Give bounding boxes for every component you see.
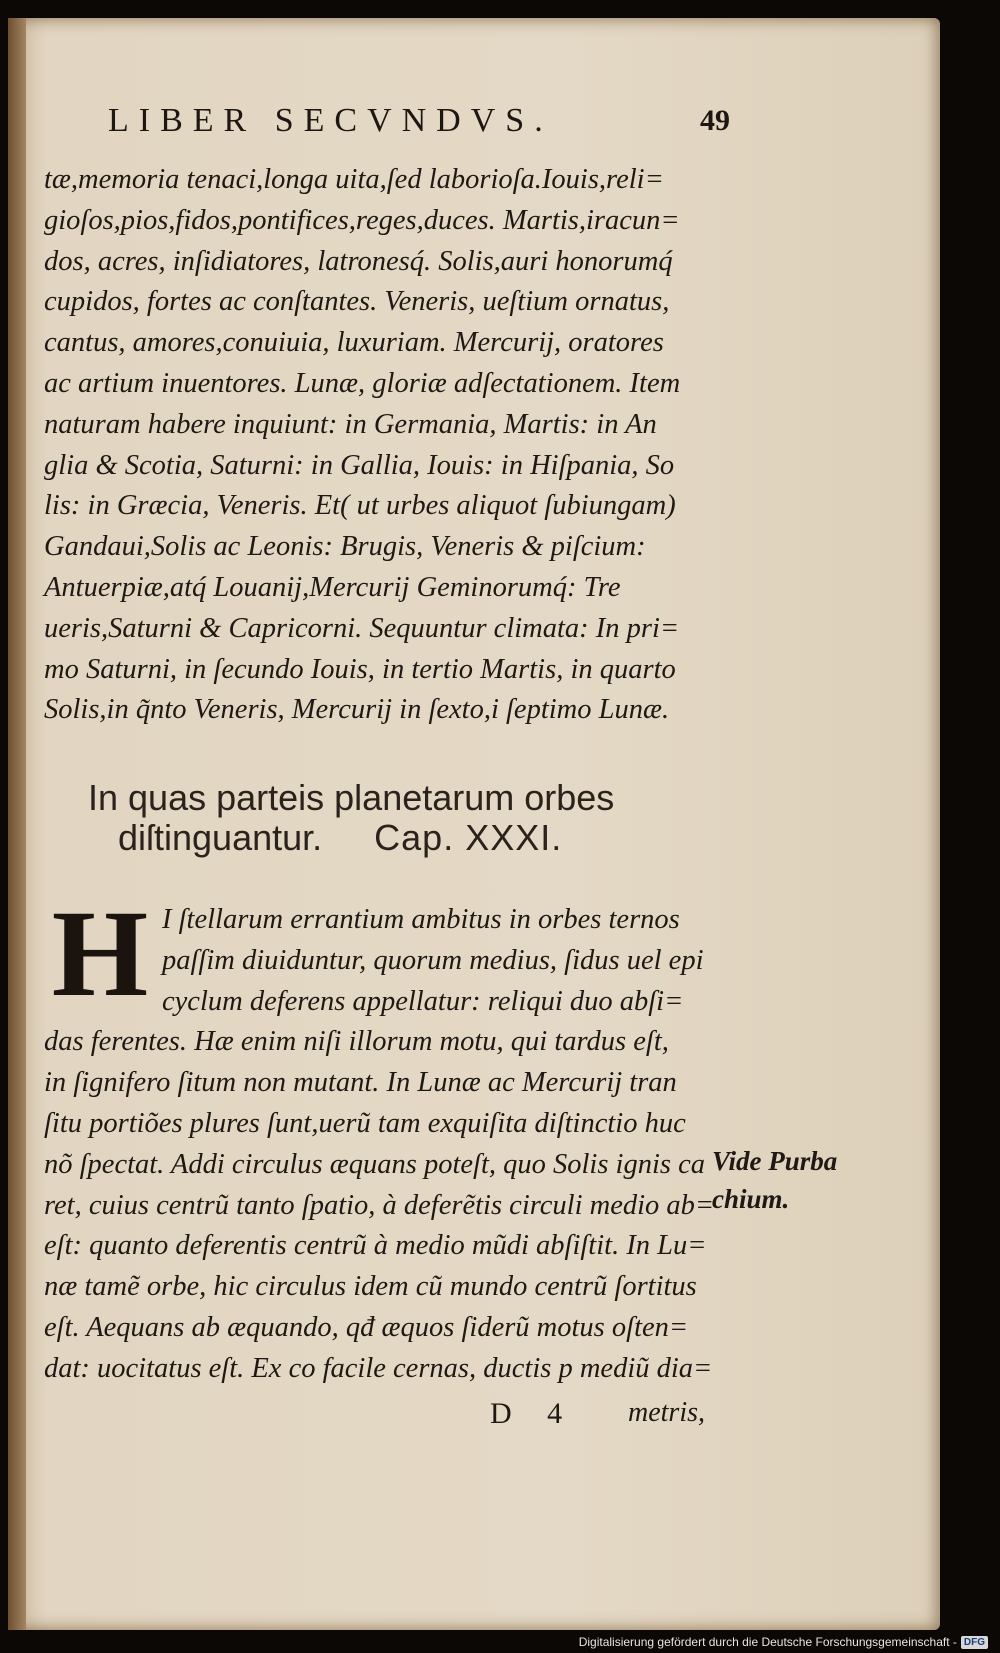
text-line: das ferentes. Hæ enim niſi illorum motu, qui tardus eſt, <box>44 1026 669 1058</box>
text-line: cyclum deferens appellatur: reliqui duo abſi= <box>162 985 684 1017</box>
running-head: LIBER SECVNDVS. <box>108 102 553 139</box>
drop-cap-initial: H <box>51 885 149 1022</box>
text-line: Antuerpiæ,atq́ Louanij,Mercurij Geminorumq́: Tre <box>44 571 621 603</box>
text-line: dat: uocitatus eſt. Ex co facile cernas, ductis p mediũ dia= <box>44 1352 713 1384</box>
folio-number: 49 <box>700 104 730 137</box>
signature-mark: D 4 <box>490 1397 577 1430</box>
text-line: glia & Scotia, Saturni: in Gallia, Iouis: in Hiſpania, So <box>44 449 675 481</box>
marginal-note <box>712 1142 872 1218</box>
text-line: mo Saturni, in ſecundo Iouis, in tertio Martis, in quarto <box>44 653 676 685</box>
text-line: eſt. Aequans ab æquando, qđ æquos ſiderũ motus oſten= <box>44 1311 689 1343</box>
text-line: eſt: quanto deferentis centrũ à medio mũdi abſiſtit. In Lu= <box>44 1230 707 1262</box>
text-line: Solis,in q̃nto Veneris, Mercurij in ſexto,i ſeptimo Lunæ. <box>44 694 670 726</box>
paragraph-2 <box>44 885 724 1390</box>
text-line: Gandaui,Solis ac Leonis: Brugis, Veneris & piſcium: <box>44 531 646 563</box>
page-gutter <box>8 18 26 1630</box>
chapter-number: Cap. XXXI. <box>374 817 563 858</box>
text-line: paſſim diuiduntur, quorum medius, ſidus uel epi <box>162 944 704 976</box>
marginal-note-line: Vide Purba <box>712 1146 838 1176</box>
text-line: gioſos,pios,fidos,pontifices,reges,duces. Martis,iracun= <box>44 204 680 236</box>
text-line: naturam habere inquiunt: in Germania, Martis: in An <box>44 408 657 440</box>
text-line: ret, cuius centrũ tanto ſpatio, à deferẽtis circuli medio ab= <box>44 1189 715 1221</box>
text-line: in ſignifero ſitum non mutant. In Lunæ ac Mercurij tran <box>44 1067 677 1099</box>
text-line: ſitu portiões plures ſunt,uerũ tam exquiſita diſtinctio huc <box>44 1107 686 1139</box>
dfg-logo: DFG <box>961 1636 988 1649</box>
footer-text: Digitalisierung gefördert durch die Deutsche Forschungsgemeinschaft - <box>578 1635 957 1649</box>
text-line: ueris,Saturni & Capricorni. Sequuntur climata: In pri= <box>44 612 680 644</box>
text-line: cantus, amores,conuiuia, luxuriam. Mercurij, oratores <box>44 327 664 359</box>
text-line: nõ ſpectat. Addi circulus æquans poteſt, quo Solis ignis ca <box>44 1148 706 1180</box>
heading-line-2 <box>88 818 708 858</box>
text-line: tæ,memoria tenaci,longa uita,ſed laborioſa.Iouis,reli= <box>44 164 664 195</box>
text-line: I ſtellarum errantium ambitus in orbes ternos <box>162 904 680 935</box>
paragraph-1 <box>44 160 704 731</box>
digitization-footer <box>579 1635 988 1649</box>
chapter-heading <box>88 778 708 858</box>
text-line: lis: in Græcia, Veneris. Et( ut urbes aliquot ſubiungam) <box>44 490 676 522</box>
heading-title-end: diſtinguantur. <box>118 817 323 858</box>
heading-line-1: In quas parteis planetarum orbes <box>88 777 615 818</box>
text-line: ac artium inuentores. Lunæ, gloriæ adſectationem. Item <box>44 367 681 399</box>
text-line: cupidos, fortes ac conſtantes. Veneris, ueſtium ornatus, <box>44 286 670 318</box>
text-line: dos, acres, inſidiatores, latronesq́. Solis,auri honorumq́ <box>44 245 673 277</box>
catchword: metris, <box>628 1397 705 1428</box>
text-line: næ tamẽ orbe, hic circulus idem cũ mundo centrũ ſortitus <box>44 1271 697 1303</box>
marginal-note-line: chium. <box>712 1184 790 1214</box>
